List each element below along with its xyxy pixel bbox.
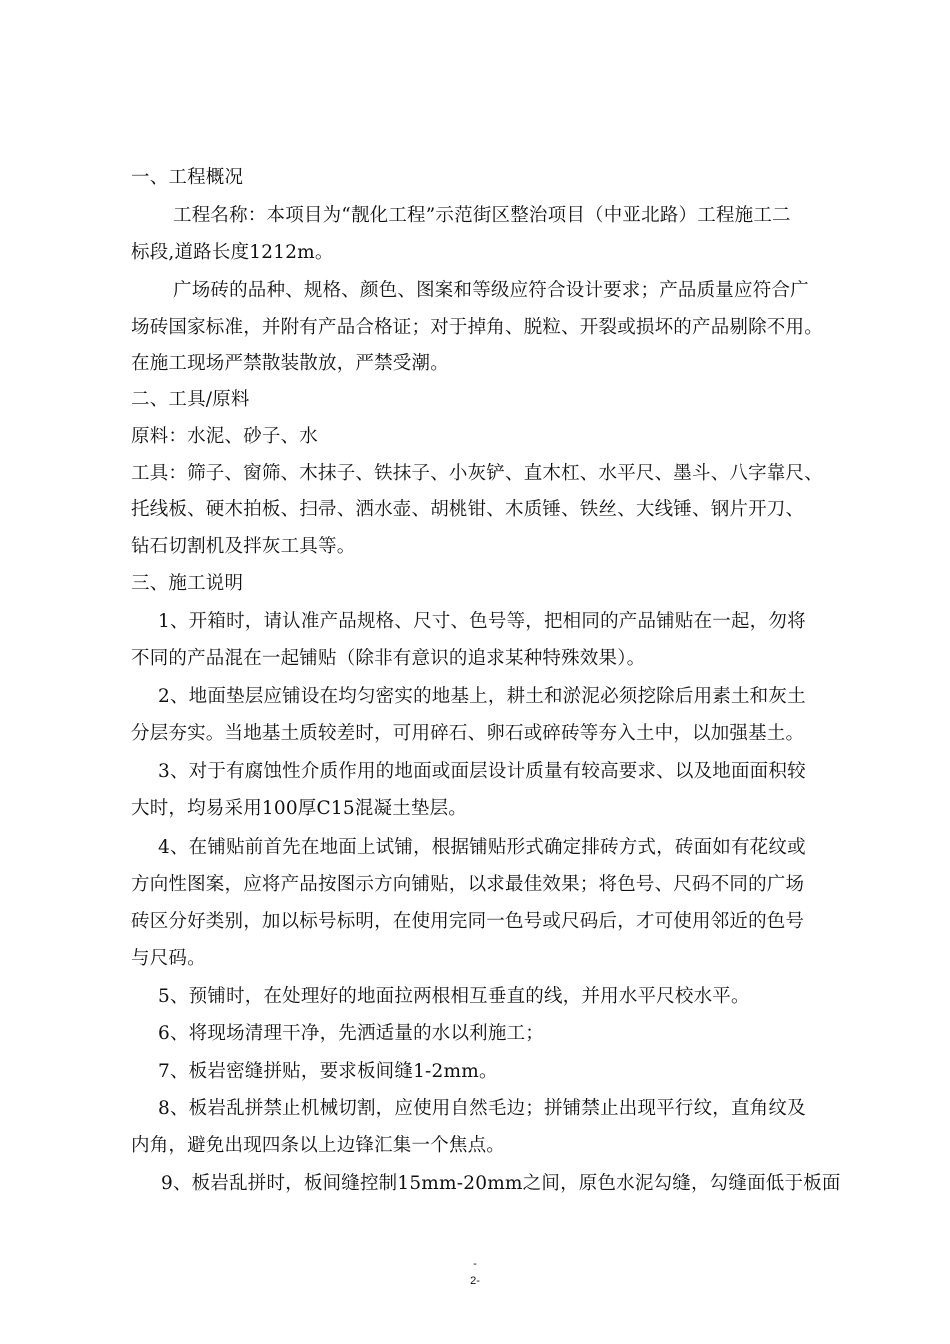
paragraph-line: 不同的产品混在一起铺贴（除非有意识的追求某种特殊效果）。 [131,648,646,669]
paragraph-line: 6、将现场清理干净，先洒适量的水以利施工； [158,1023,544,1044]
paragraph-line: 内角，避免出现四条以上边锋汇集一个焦点。 [131,1135,506,1156]
heading-construction-notes: 三、施工说明 [131,573,244,594]
paragraph-line: 大时，均易采用100厚C15混凝土垫层。 [131,798,468,819]
paragraph-line: 7、板岩密缝拼贴，要求板间缝1-2mm。 [158,1061,498,1082]
paragraph-line: 4、在铺贴前首先在地面上试铺，根据铺贴形式确定排砖方式，砖面如有花纹或 [158,837,806,858]
paragraph-line: 与尺码。 [131,948,206,969]
paragraph-line: 场砖国家标准，并附有产品合格证；对于掉角、脱粒、开裂或损坏的产品剔除不用。 [131,317,823,338]
paragraph-line: 工程名称：本项目为“靓化工程”示范街区整治项目（中亚北路）工程施工二 [173,205,791,226]
paragraph-line: 3、对于有腐蚀性介质作用的地面或面层设计质量有较高要求、以及地面面积较 [158,761,806,782]
paragraph-line: 广场砖的品种、规格、颜色、图案和等级应符合设计要求；产品质量应符合广 [173,280,809,301]
paragraph-line: 方向性图案，应将产品按图示方向铺贴，以求最佳效果；将色号、尺码不同的广场 [131,874,805,895]
paragraph-line: 钻石切割机及拌灰工具等。 [131,536,356,557]
paragraph-line: 工具：筛子、窗筛、木抹子、铁抹子、小灰铲、直木杠、水平尺、墨斗、八字靠尺、 [131,463,823,484]
heading-project-overview: 一、工程概况 [131,167,244,188]
page-number: 2- [470,1275,480,1287]
paragraph-line: 5、预铺时，在处理好的地面拉两根相互垂直的线，并用水平尺校水平。 [158,986,750,1007]
paragraph-line: 1、开箱时，请认准产品规格、尺寸、色号等，把相同的产品铺贴在一起，勿将 [158,611,806,632]
paragraph-line: 托线板、硬木拍板、扫帚、洒水壶、胡桃钳、木质锤、铁丝、大线锤、钢片开刀、 [131,499,805,520]
paragraph-line: 砖区分好类别，加以标号标明，在使用完同一色号或尺码后，才可使用邻近的色号 [131,911,805,932]
paragraph-line: 8、板岩乱拼禁止机械切割，应使用自然毛边；拼铺禁止出现平行纹，直角纹及 [158,1098,806,1119]
paragraph-line: 分层夯实。当地基土质较差时，可用碎石、卵石或碎砖等夯入土中，以加强基土。 [131,723,805,744]
paragraph-line: 标段,道路长度1212m。 [131,242,334,263]
paragraph-line: 2、地面垫层应铺设在均匀密实的地基上，耕土和淤泥必须挖除后用素土和灰土 [158,686,806,707]
footer-dash: - [473,1258,477,1270]
paragraph-line: 原料：水泥、砂子、水 [131,426,319,447]
paragraph-line: 在施工现场严禁散装散放，严禁受潮。 [131,353,449,374]
heading-tools-materials: 二、工具/原料 [131,389,250,410]
paragraph-line: 9、板岩乱拼时，板间缝控制15mm-20mm之间，原色水泥勾缝，勾缝面低于板面 [161,1173,841,1194]
